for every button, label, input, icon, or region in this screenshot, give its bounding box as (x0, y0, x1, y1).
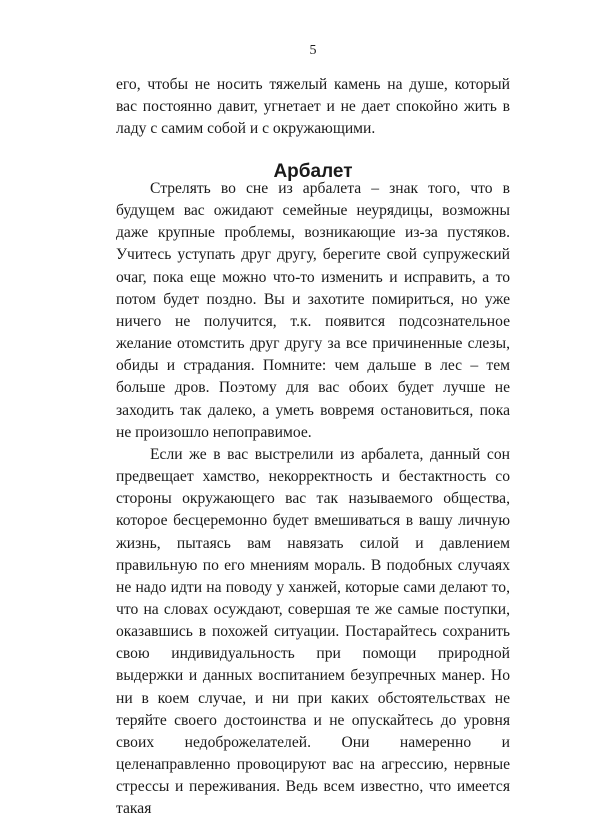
paragraph-2: Если же в вас выстрелили из арбалета, данный сон предвещает хамство, некорректность и бестактность со стороны окружающего вас так называемого общества, которое бесцеремонно будет вмешиваться в вашу личную жизнь, пытаясь вам навязать силой и давлением правильную по его мнениям мораль. В подобных случаях не надо идти на поводу у ханжей, которые сами делают то, что на словах осуждают, совершая те же самые поступки, оказавшись в похожей ситуации. Постарайтесь сохранить свою индивидуальность при помощи природной выдержки и данных воспитанием безупречных манер. Но ни в коем случае, и ни при каких обстоятельствах не теряйте своего достоинства и не опускайтесь до уровня своих недоброжелателей. Они намеренно и целенаправленно провоцируют вас на агрессию, нервные стрессы и переживания. Ведь всем известно, что имеется такая (116, 445, 510, 818)
section-heading: Арбалет (273, 160, 353, 182)
continuation-line-2: вас постоянно давит, угнетает и не дает спокойно жить в (116, 98, 510, 116)
book-page (116, 0, 510, 818)
continuation-paragraph (116, 74, 510, 140)
continuation-line-3: ладу с самим собой и с окружающими. (116, 120, 376, 138)
section-body (116, 178, 510, 821)
paragraph-1: Стрелять во сне из арбалета – знак того, что в будущем вас ожидают семейные неурядицы, возможны даже крупные проблемы, возникающие из-за пустяков. Учитесь уступать друг другу, берегите свой супружеский очаг, пока еще можно что-то изменить и исправить, а то потом будет поздно. Вы и захотите помириться, но уже ничего не получится, т.к. появится подсознательное желание отомстить друг другу за все причиненные слезы, обиды и страдания. Помните: чем дальше в лес – тем больше дров. Поэтому для вас обоих будет лучше не заходить так далеко, а уметь вовремя остановиться, пока не произошло непоправимое. (116, 180, 510, 441)
continuation-line-1: его, чтобы не носить тяжелый камень на душе, который (116, 76, 510, 93)
page-number: 5 (309, 43, 317, 58)
